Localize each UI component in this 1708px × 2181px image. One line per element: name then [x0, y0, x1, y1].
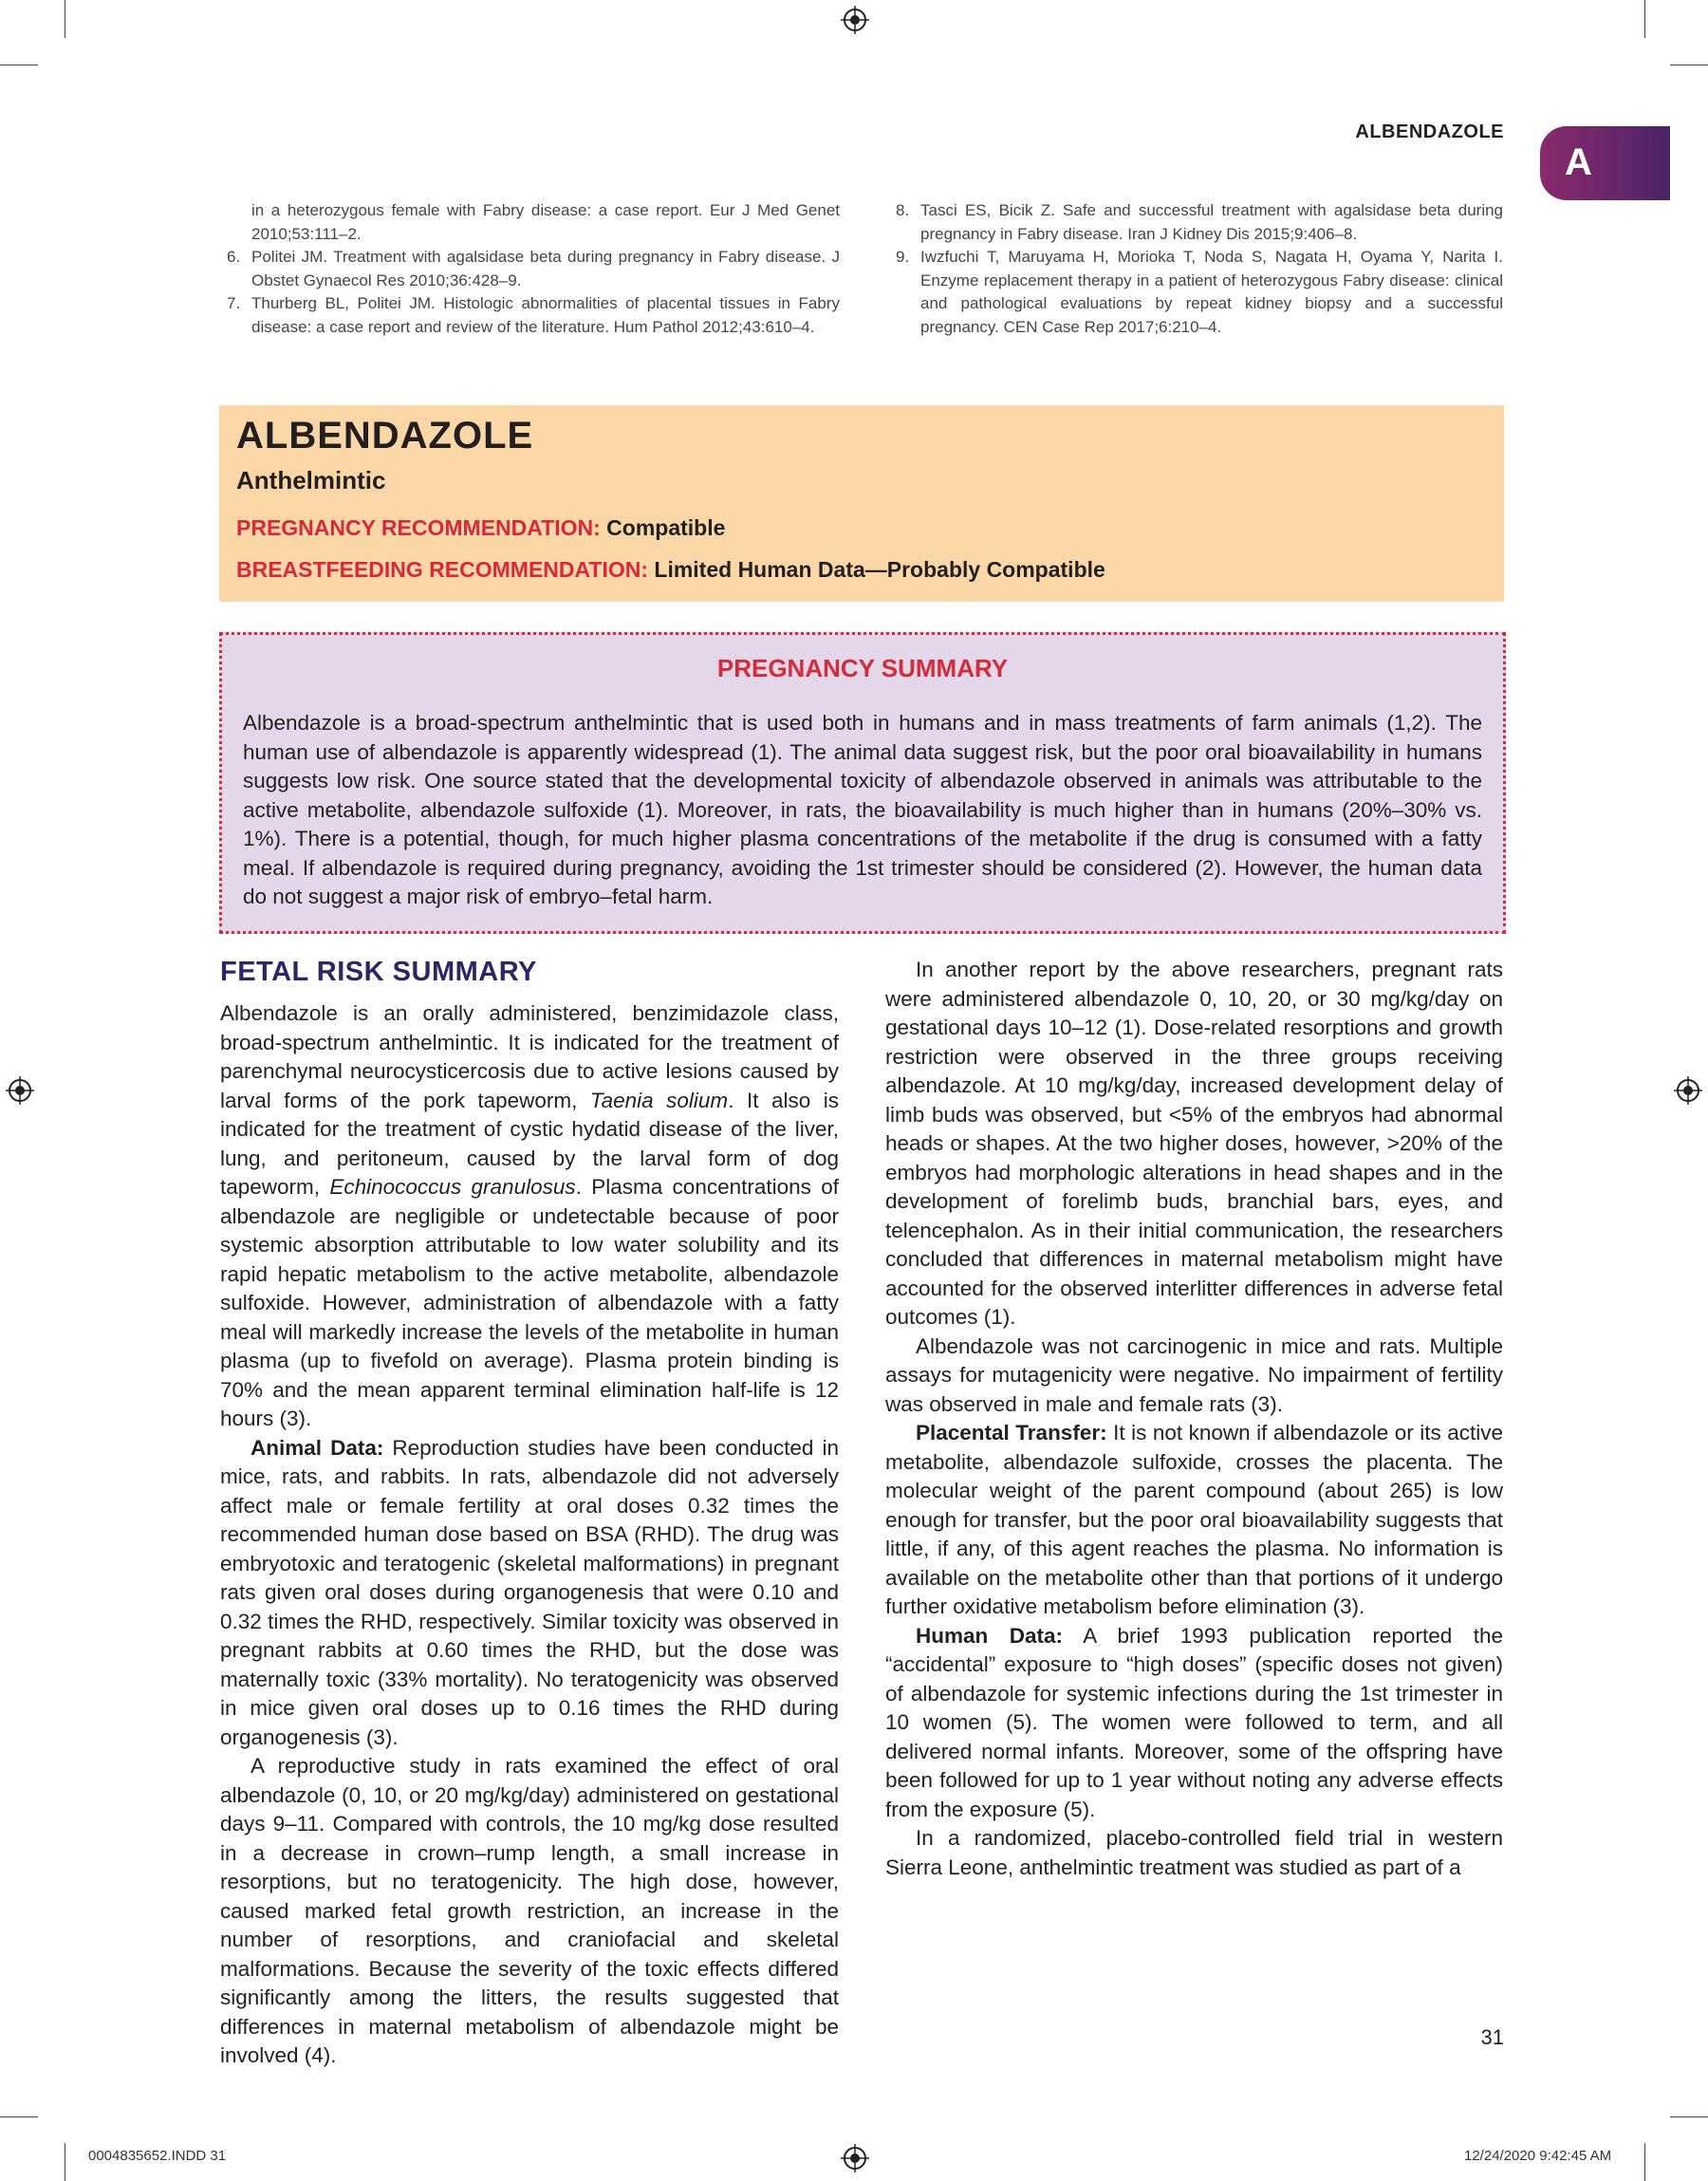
breastfeeding-recommendation — [236, 557, 1105, 583]
thumb-tab-letter: A — [1565, 141, 1592, 183]
subheading-placental-transfer: Placental Transfer: — [916, 1421, 1107, 1445]
paragraph: Albendazole is an orally administered, benzimidazole class, broad-spectrum anthelmintic. It is indicated for the treatment of parenchymal neurocysticercosis due to active lesions caused by larval forms of the pork tapeworm, Taenia solium. It also is indicated for the treatment of cystic hydatid disease of the liver, lung, and peritoneum, caused by the larval form of dog tapeworm, Echinococcus granulosus. Plasma concentrations of albendazole are negligible or undetectable because of poor systemic absorption attributable to low water solubility and its rapid hepatic metabolism to the active metabolite, albendazole sulfoxide. However, administration of albendazole with a fatty meal will markedly increase the levels of the metabolite in human plasma (up to fivefold on average). Plasma protein binding is 70% and the mean apparent terminal elimination half-life is 12 hours (3). — [220, 1001, 839, 1430]
species-name: Echinococcus granulosus — [329, 1175, 576, 1199]
registration-mark-icon — [6, 1076, 34, 1105]
reference-text: Politei JM. Treatment with agalsidase beta during pregnancy in Fabry disease. J Obstet Gynaecol Res 2010;36:428–9. — [251, 248, 840, 289]
registration-mark-icon — [1674, 1076, 1702, 1105]
paragraph: In a randomized, placebo-controlled field trial in western Sierra Leone, anthelmintic treatment was studied as part of a — [885, 1826, 1503, 1879]
paragraph: In another report by the above researchers, pregnant rats were administered albendazole 0, 10, 20, or 30 mg/kg/day on gestational days 10–12 (1). Dose-related resorptions and growth restriction were observed in the three groups receiving albendazole. At 10 mg/kg/day, increased development delay of limb buds was observed, but <5% of the embryos had abnormal heads or shapes. At the two higher doses, however, >20% of the embryos had morphologic alterations in head shapes and in the development of forelimb buds, branchial bars, eyes, and telencephalon. As in their initial communication, the researchers concluded that differences in maternal metabolism might have accounted for the observed interlitter differences in adverse fetal outcomes (1). — [885, 958, 1503, 1329]
pregnancy-summary-text: Albendazole is a broad-spectrum anthelmintic that is used both in humans and in mass treatments of farm animals (1,2). The human use of albendazole is apparently widespread (1). The animal data suggest risk, but the poor oral bioavailability in humans suggests low risk. One source stated that the developmental toxicity of albendazole observed in animals was attributable to the active metabolite, albendazole sulfoxide (1). Moreover, in rats, the bioavailability is much higher than in humans (20%–30% vs. 1%). There is a potential, though, for much higher plasma concentrations of the metabolite if the drug is consumed with a fatty meal. If albendazole is required during pregnancy, avoiding the 1st trimester should be considered (2). However, the human data do not suggest a major risk of embryo–fetal harm. — [243, 711, 1482, 908]
species-name: Taenia solium — [589, 1088, 729, 1112]
subheading-human-data: Human Data: — [916, 1623, 1064, 1648]
reference-number: 9. — [896, 248, 910, 266]
crop-mark — [0, 2116, 38, 2117]
body-right-column — [885, 956, 1503, 1882]
reference-continuation: in a heterozygous female with Fabry disease: a case report. Eur J Med Genet 2010;53:111–2. — [251, 201, 840, 243]
references-right-column — [890, 199, 1503, 339]
drug-name: ALBENDAZOLE — [236, 415, 534, 457]
pregnancy-summary-box — [219, 632, 1506, 934]
reference-item — [221, 292, 840, 339]
pregnancy-recommendation-value: Compatible — [606, 515, 726, 540]
paragraph: Placental Transfer: It is not known if albendazole or its active metabolite, albendazole sulfoxide, crosses the placenta. The molecular weight of the parent compound (about 265) is low enough for transfer, but the poor oral bioavailability suggests that little, if any, of this agent reaches the plasma. No information is available on the metabolite other than that portions of it undergo further oxidative metabolism before elimination (3). — [885, 1421, 1504, 1618]
body-left-column — [220, 956, 839, 2071]
references-left-column — [221, 199, 840, 339]
pregnancy-recommendation — [236, 515, 725, 541]
reference-item — [890, 199, 1503, 246]
reference-text: Tasci ES, Bicik Z. Safe and successful treatment with agalsidase beta during pregnancy in Fabry disease. Iran J Kidney Dis 2015;9:406–8. — [920, 201, 1503, 243]
page-number: 31 — [1480, 2025, 1504, 2049]
drug-header-box — [219, 405, 1504, 602]
registration-mark-icon — [841, 6, 869, 34]
crop-mark — [1644, 0, 1645, 38]
breastfeeding-recommendation-label: BREASTFEEDING RECOMMENDATION: — [236, 557, 649, 582]
reference-text: Iwzfuchi T, Maruyama H, Morioka T, Noda S, Nagata H, Oyama Y, Narita I. Enzyme replacement therapy in a patient of heterozygous Fabry disease: clinical and pathological evaluations by repeat kidney biopsy and a successful pregnancy. CEN Case Rep 2017;6:210–4. — [920, 248, 1503, 336]
crop-mark — [1670, 2116, 1708, 2117]
crop-mark — [1644, 2143, 1645, 2181]
pregnancy-recommendation-label: PREGNANCY RECOMMENDATION: — [236, 515, 601, 540]
pregnancy-summary-title: PREGNANCY SUMMARY — [716, 654, 1009, 682]
timestamp-slug: 12/24/2020 9:42:45 AM — [1464, 2148, 1612, 2164]
reference-number: 8. — [896, 201, 910, 219]
reference-item — [890, 246, 1503, 339]
paragraph: Animal Data: Reproduction studies have been conducted in mice, rats, and rabbits. In rats, albendazole did not adversely affect male or female fertility at oral doses 0.32 times the recommended human dose based on BSA (RHD). The drug was embryotoxic and teratogenic (skeletal malformations) in pregnant rats given oral doses during organogenesis that were 0.10 and 0.32 times the RHD, respectively. Similar toxicity was observed in pregnant rabbits at 0.60 times the RHD, but the dose was maternally toxic (33% mortality). No teratogenicity was observed in mice given oral doses up to 0.16 times the RHD during organogenesis (3). — [220, 1435, 839, 1749]
fetal-risk-summary-heading: FETAL RISK SUMMARY — [220, 957, 537, 987]
reference-text: Thurberg BL, Politei JM. Histologic abnormalities of placental tissues in Fabry disease: a case report and review of the literature. Hum Pathol 2012;43:610–4. — [251, 294, 840, 336]
paragraph: Albendazole was not carcinogenic in mice and rats. Multiple assays for mutagenicity were negative. No impairment of fertility was observed in male and female rats (3). — [885, 1333, 1503, 1416]
paragraph: A reproductive study in rats examined the effect of oral albendazole (0, 10, or 20 mg/kg/day) administered on gestational days 9–11. Compared with controls, the 10 mg/kg dose resulted in a decrease in crown–rump length, a small increase in resorptions, but no teratogenicity. The high dose, however, caused marked fetal growth restriction, an increase in the number of resorptions, and craniofacial and skeletal malformations. Because the severity of the toxic effects differed significantly among the litters, the results suggested that differences in maternal metabolism of albendazole might be involved (4). — [220, 1754, 839, 2067]
reference-number: 7. — [227, 294, 241, 312]
running-head: ALBENDAZOLE — [1355, 121, 1504, 142]
paragraph: Human Data: A brief 1993 publication reported the “accidental” exposure to “high doses” (specific doses not given) of albendazole for systemic infections during the 1st trimester in 10 women (5). The women were followed to term, and all delivered normal infants. Moreover, some of the offspring have been followed for up to 1 year without noting any adverse effects from the exposure (5). — [885, 1623, 1503, 1821]
reference-item — [221, 246, 840, 292]
subheading-animal-data: Animal Data: — [251, 1435, 384, 1460]
breastfeeding-recommendation-value: Limited Human Data—Probably Compatible — [654, 557, 1105, 582]
registration-mark-icon — [841, 2144, 869, 2172]
reference-number: 6. — [227, 248, 241, 266]
section-thumb-tab — [1540, 126, 1670, 200]
drug-class: Anthelmintic — [236, 466, 386, 494]
file-slug: 0004835652.INDD 31 — [88, 2148, 227, 2164]
